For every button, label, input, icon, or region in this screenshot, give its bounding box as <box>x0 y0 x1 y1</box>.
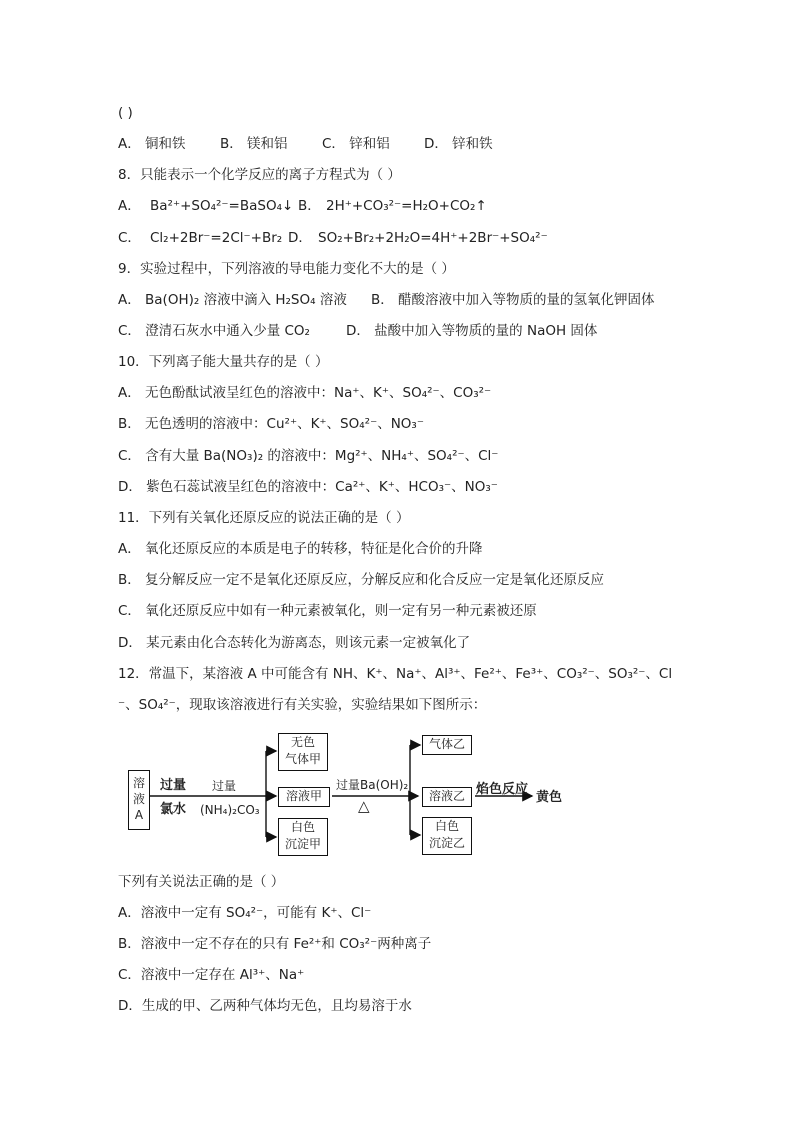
heat-symbol: △ <box>358 797 370 815</box>
q8-option-d-label: D． <box>288 230 312 246</box>
q9-stem: 9．实验过程中，下列溶液的导电能力变化不大的是（ ） <box>118 261 455 277</box>
gas-jia-line2: 气体甲 <box>284 752 321 766</box>
label-excess-1: 过量 <box>160 778 187 793</box>
q8-option-c-label: C． <box>118 230 141 246</box>
q8-option-c: Cl₂+2Br⁻=2Cl⁻+Br₂ <box>150 230 283 246</box>
q11-option-d: D． 某元素由化合态转化为游离态，则该元素一定被氧化了 <box>118 635 471 651</box>
box-ppt-yi <box>422 817 472 855</box>
q10-stem: 10．下列离子能大量共存的是（ ） <box>118 354 329 370</box>
q7-option-d: D． 锌和铁 <box>424 136 493 152</box>
ppt-yi-line2: 沉淀乙 <box>428 836 465 850</box>
q12-option-c: C．溶液中一定存在 Al³⁺、Na⁺ <box>118 967 305 983</box>
q12-option-a: A．溶液中一定有 SO₄²⁻，可能有 K⁺、Cl⁻ <box>118 905 372 921</box>
q12-option-b: B．溶液中一定不存在的只有 Fe²⁺和 CO₃²⁻两种离子 <box>118 936 432 952</box>
q11-stem: 11．下列有关氧化还原反应的说法正确的是（ ） <box>118 510 410 526</box>
ppt-jia-line2: 沉淀甲 <box>284 837 321 851</box>
solution-a-label: 溶液A <box>133 776 146 822</box>
q7-answer-paren: ( ) <box>118 105 133 121</box>
q7-option-b: B． 镁和铝 <box>220 136 288 152</box>
ppt-jia-line1: 白色 <box>290 820 315 834</box>
q8-option-a: Ba²⁺+SO₄²⁻=BaSO₄↓ <box>150 198 294 214</box>
gas-jia-line1: 无色 <box>290 735 315 749</box>
box-solution-yi: 溶液乙 <box>422 787 472 807</box>
q9-option-c: C． 澄清石灰水中通入少量 CO₂ <box>118 323 310 339</box>
q8-stem: 8．只能表示一个化学反应的离子方程式为（ ） <box>118 167 401 183</box>
label-yellow: 黄色 <box>536 790 563 805</box>
q10-option-c: C． 含有大量 Ba(NO₃)₂ 的溶液中：Mg²⁺、NH₄⁺、SO₄²⁻、Cl⁻ <box>118 448 499 464</box>
q7-option-a: A． 铜和铁 <box>118 136 186 152</box>
q8-option-b-label: B． <box>298 198 321 214</box>
q8-option-b: 2H⁺+CO₃²⁻=H₂O+CO₂↑ <box>326 198 487 214</box>
box-gas-jia <box>278 733 328 771</box>
box-gas-yi: 气体乙 <box>422 735 472 755</box>
box-solution-a <box>128 770 150 830</box>
q11-option-c: C． 氧化还原反应中如有一种元素被氧化，则一定有另一种元素被还原 <box>118 603 537 619</box>
q9-option-d: D． 盐酸中加入等物质的量的 NaOH 固体 <box>346 323 598 339</box>
q8-option-a-label: A． <box>118 198 141 214</box>
q7-option-c: C． 锌和铝 <box>322 136 390 152</box>
q12-stem-line2: ⁻、SO₄²⁻，现取该溶液进行有关实验，实验结果如下图所示： <box>118 697 487 713</box>
q12-question: 下列有关说法正确的是（ ） <box>118 874 285 890</box>
label-excess-baoh2: 过量Ba(OH)₂ <box>336 778 409 792</box>
ppt-yi-line1: 白色 <box>434 819 459 833</box>
label-excess-2: 过量 <box>212 779 237 793</box>
q10-option-b: B． 无色透明的溶液中：Cu²⁺、K⁺、SO₄²⁻、NO₃⁻ <box>118 416 424 432</box>
box-ppt-jia <box>278 818 328 856</box>
label-ammonium-carbonate: (NH₄)₂CO₃ <box>200 803 260 817</box>
q12-stem-line1: 12．常温下，某溶液 A 中可能含有 NH、K⁺、Na⁺、Al³⁺、Fe²⁺、Fe³⁺、CO₃²⁻、SO₃²⁻、Cl <box>118 666 673 682</box>
q9-option-a: A． Ba(OH)₂ 溶液中滴入 H₂SO₄ 溶液 <box>118 292 347 308</box>
q11-option-b: B． 复分解反应一定不是氧化还原反应，分解反应和化合反应一定是氧化还原反应 <box>118 572 605 588</box>
q10-option-a: A． 无色酚酞试液呈红色的溶液中：Na⁺、K⁺、SO₄²⁻、CO₃²⁻ <box>118 385 492 401</box>
q11-option-a: A． 氧化还原反应的本质是电子的转移，特征是化合价的升降 <box>118 541 483 557</box>
q10-option-d: D． 紫色石蕊试液呈红色的溶液中：Ca²⁺、K⁺、HCO₃⁻、NO₃⁻ <box>118 479 498 495</box>
q12-option-d: D．生成的甲、乙两种气体均无色，且均易溶于水 <box>118 998 412 1014</box>
q8-option-d: SO₂+Br₂+2H₂O=4H⁺+2Br⁻+SO₄²⁻ <box>318 230 548 246</box>
label-flame-test: 焰色反应 <box>476 782 529 797</box>
q9-option-b: B． 醋酸溶液中加入等物质的量的氢氧化钾固体 <box>371 292 655 308</box>
label-chlorine-water: 氯水 <box>160 802 187 817</box>
box-solution-jia: 溶液甲 <box>278 787 330 807</box>
experiment-flowchart <box>120 725 580 860</box>
